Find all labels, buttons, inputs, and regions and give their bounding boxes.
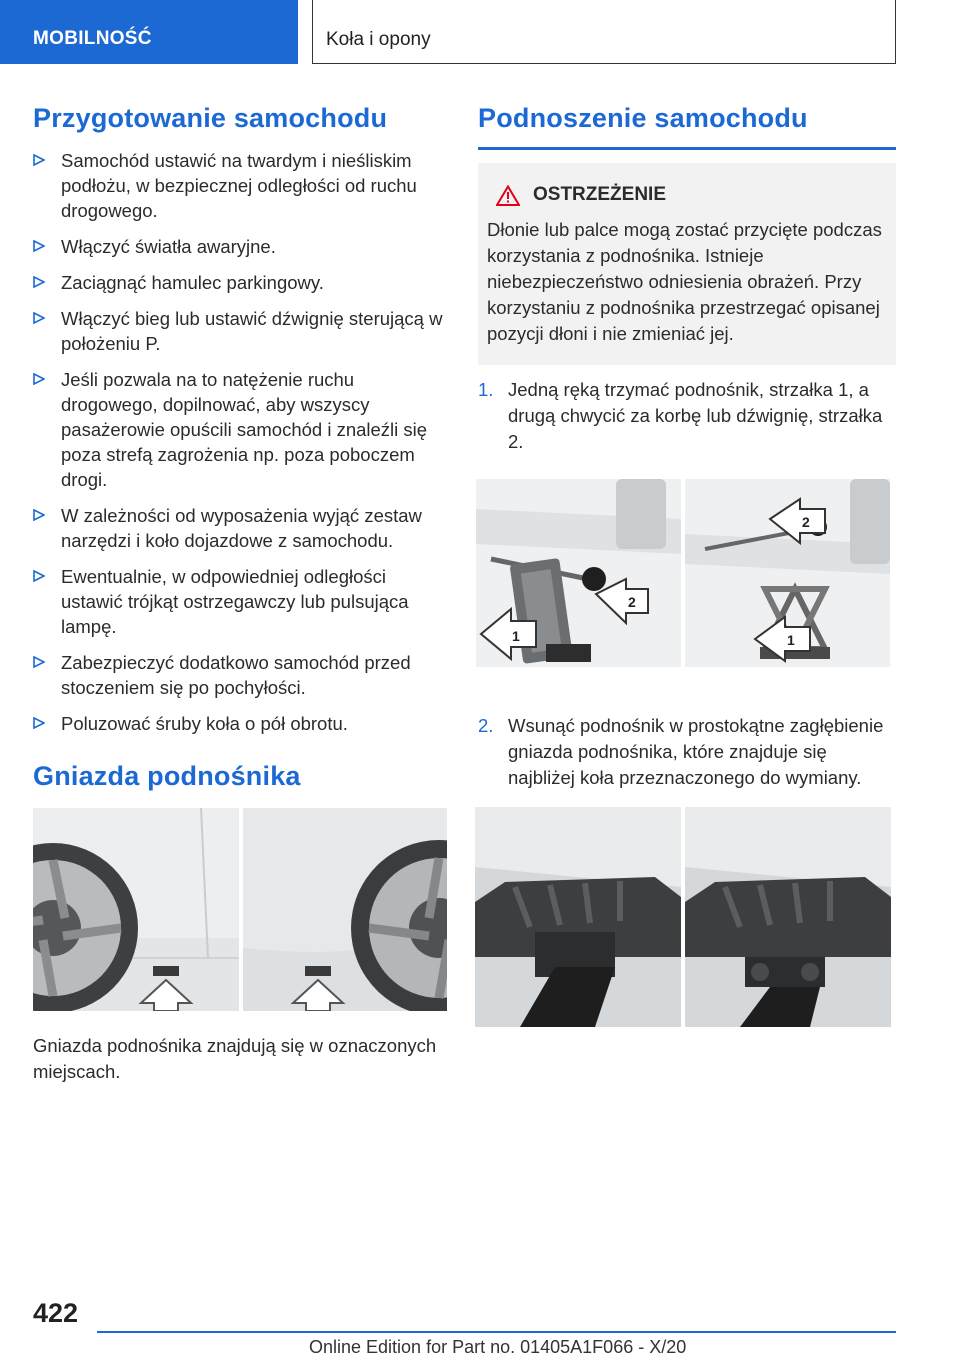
list-item: Jeśli pozwala na to natężenie ruchu drogowego, dopilnować, aby wszyscy pasażerowie opuścili samochód i znaleźli się poza strefą zagrożenia np. poza poboczem drogi. — [33, 367, 447, 492]
jack-point-photo-rear — [243, 808, 447, 1011]
triangle-bullet-icon — [33, 373, 45, 385]
jack-insert-photo-right — [685, 807, 891, 1027]
lifting-heading: Podnoszenie samochodu — [478, 103, 808, 133]
list-item: Zabezpieczyć dodatkowo samochód przed stoczeniem się po pochyłości. — [33, 650, 447, 700]
preparation-heading: Przygotowanie samochodu — [33, 103, 388, 133]
step-number: 2. — [478, 715, 494, 736]
arrow-label-1: 1 — [787, 632, 795, 648]
list-item: Zaciągnąć hamulec parkingowy. — [33, 270, 447, 295]
heading-rule — [478, 147, 896, 150]
triangle-bullet-icon — [33, 154, 45, 166]
triangle-bullet-icon — [33, 509, 45, 521]
jack-points-heading: Gniazda podnośnika — [33, 761, 301, 791]
warning-title: OSTRZEŻENIE — [533, 184, 667, 205]
jack-points-figure — [33, 808, 447, 1011]
jack-point-photo-front — [33, 808, 239, 1011]
left-column — [33, 98, 447, 1085]
triangle-bullet-icon — [33, 570, 45, 582]
edition-text: Online Edition for Part no. 01405A1F066 - X/20 — [309, 1337, 687, 1357]
footer-rule — [97, 1331, 896, 1333]
arrow-label-2: 2 — [628, 594, 636, 610]
jack-holding-figure — [476, 479, 896, 667]
warning-box — [478, 163, 896, 365]
preparation-steps — [33, 148, 447, 736]
step-text: Wsunąć podnośnik w prostokątne zagłębienie gniazda podnośnika, które znajduje się najbliżej koła przeznaczonego do wymiany. — [508, 715, 884, 788]
triangle-bullet-icon — [33, 240, 45, 252]
list-item: Włączyć bieg lub ustawić dźwignię sterującą w położeniu P. — [33, 306, 447, 356]
lifting-steps-continued — [478, 713, 896, 791]
page-number: 422 — [33, 1298, 79, 1328]
triangle-bullet-icon — [33, 276, 45, 288]
list-item: W zależności od wyposażenia wyjąć zestaw narzędzi i koło dojazdowe z samochodu. — [33, 503, 447, 553]
step-number: 1. — [478, 379, 494, 400]
right-column — [478, 98, 896, 1027]
triangle-bullet-icon — [33, 312, 45, 324]
jack-holding-photo-right — [685, 479, 890, 667]
jack-insert-photo-left — [475, 807, 681, 1027]
list-item — [478, 713, 896, 791]
list-item: Ewentualnie, w odpowiedniej odległości ustawić trójkąt ostrzegawczy lub pulsująca lampę. — [33, 564, 447, 639]
lifting-steps — [478, 377, 896, 455]
jack-insert-figure — [475, 807, 896, 1027]
jack-points-caption: Gniazda podnośnika znajdują się w oznaczonych miejscach. — [33, 1035, 437, 1082]
warning-text: Dłonie lub palce mogą zostać przycięte podczas korzystania z podnośnika. Istnieje niebezpieczeństwo odniesienia obrażeń. Przy korzystaniu z podnośnika przestrzegać opisanej pozycji dłoni i nie zmieniać jej. — [487, 219, 882, 344]
jack-holding-photo-left — [476, 479, 681, 667]
warning-triangle-icon — [496, 185, 520, 206]
step-text: Jedną ręką trzymać podnośnik, strzałka 1, a drugą chwycić za korbę lub dźwignię, strzałka 2. — [508, 379, 883, 452]
triangle-bullet-icon — [33, 717, 45, 729]
triangle-bullet-icon — [33, 656, 45, 668]
arrow-label-1: 1 — [512, 628, 520, 644]
chapter-title: Koła i opony — [326, 29, 431, 50]
section-title: MOBILNOŚĆ — [33, 28, 152, 49]
list-item: Poluzować śruby koła o pół obrotu. — [33, 711, 447, 736]
list-item: Samochód ustawić na twardym i nieśliskim podłożu, w bezpiecznej odległości od ruchu drogowego. — [33, 148, 447, 223]
arrow-label-2: 2 — [802, 514, 810, 530]
chapter-box — [312, 0, 896, 64]
section-tab — [0, 0, 298, 64]
list-item: Włączyć światła awaryjne. — [33, 234, 447, 259]
list-item — [478, 377, 896, 455]
